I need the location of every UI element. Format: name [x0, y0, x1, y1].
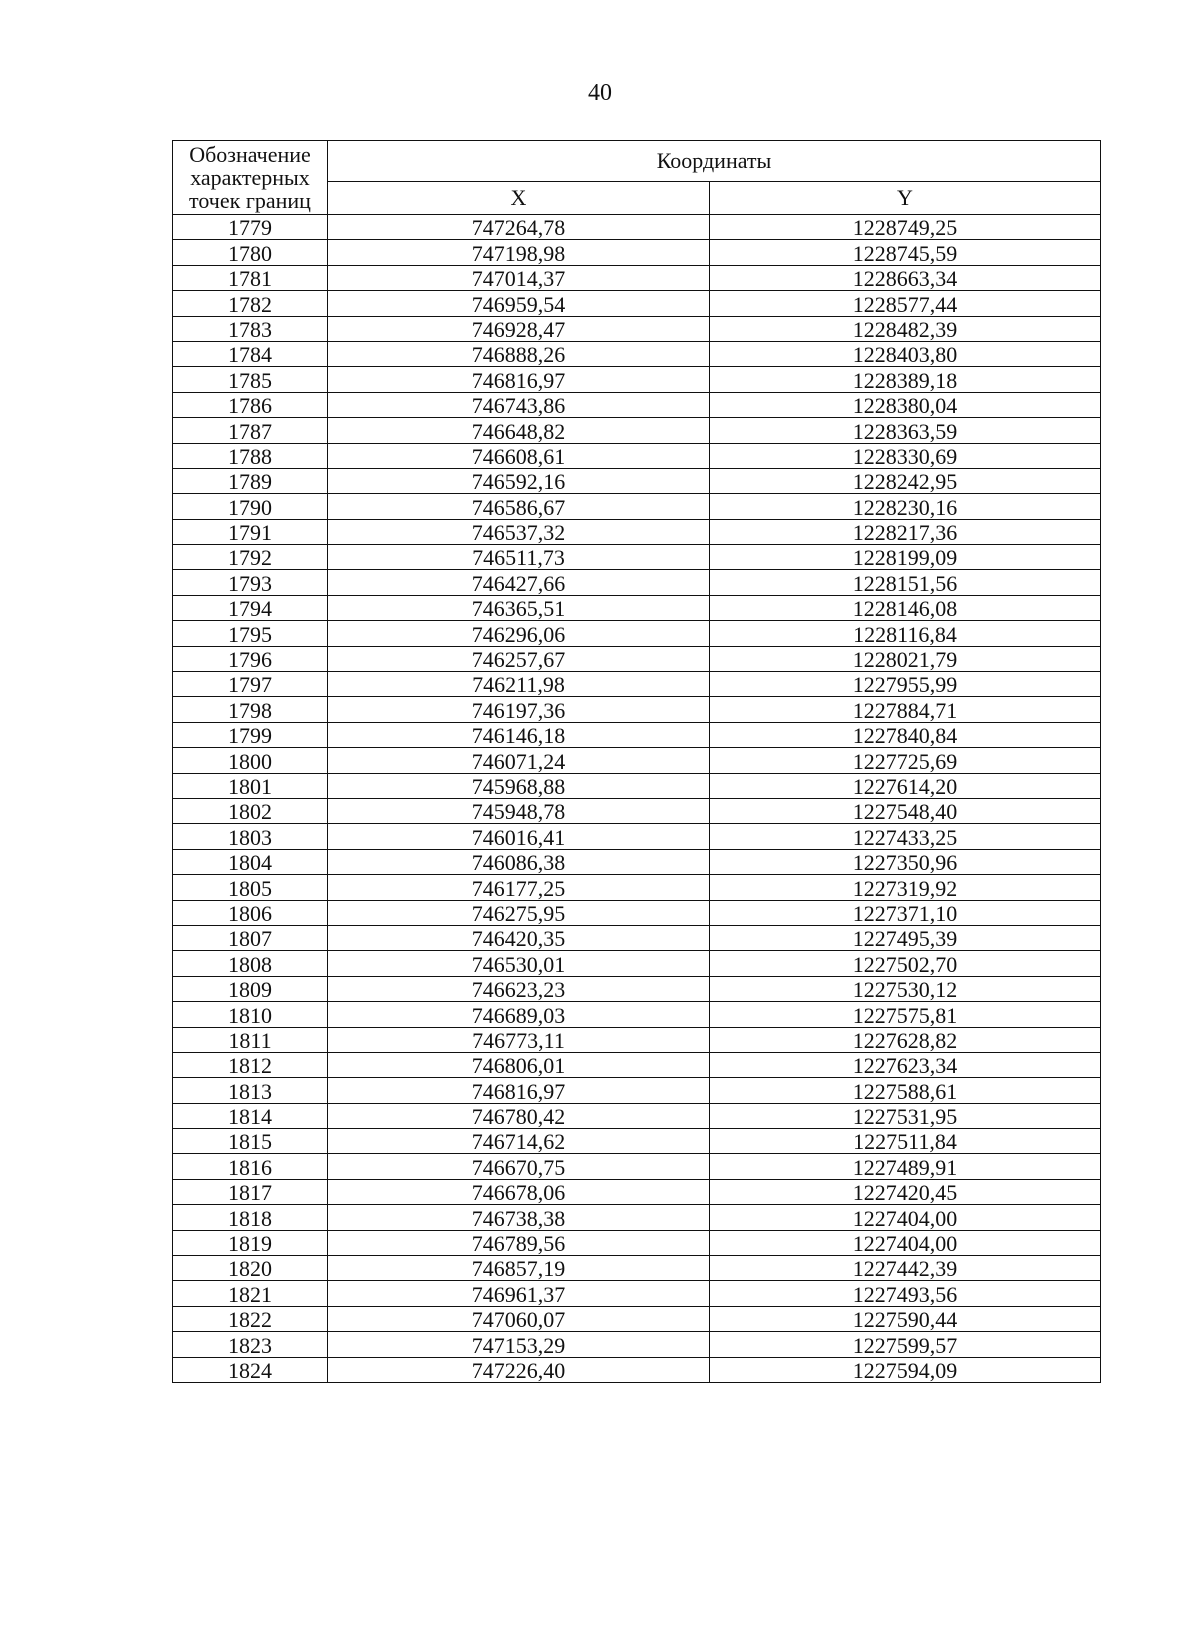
x-coordinate-cell: 747198,98: [328, 240, 710, 265]
x-coordinate-cell: 746816,97: [328, 367, 710, 392]
point-id-cell: 1795: [173, 621, 328, 646]
table-row: [173, 1306, 1101, 1331]
point-id-cell: 1779: [173, 215, 328, 240]
y-coordinate-cell: 1227531,95: [710, 1103, 1101, 1128]
coordinates-table: [172, 140, 1101, 1383]
x-coordinate-cell: 746780,42: [328, 1103, 710, 1128]
y-coordinate-cell: 1228482,39: [710, 316, 1101, 341]
x-coordinate-cell: 746511,73: [328, 545, 710, 570]
x-coordinate-cell: 745948,78: [328, 798, 710, 823]
y-coordinate-cell: 1227614,20: [710, 773, 1101, 798]
x-coordinate-cell: 746623,23: [328, 976, 710, 1001]
table-row: [173, 849, 1101, 874]
y-coordinate-cell: 1227725,69: [710, 748, 1101, 773]
table-row: [173, 1230, 1101, 1255]
table-header: [173, 141, 1101, 215]
table-row: [173, 672, 1101, 697]
y-coordinate-cell: 1227442,39: [710, 1256, 1101, 1281]
y-coordinate-cell: 1227493,56: [710, 1281, 1101, 1306]
table-row: [173, 468, 1101, 493]
y-coordinate-cell: 1227594,09: [710, 1357, 1101, 1382]
x-coordinate-cell: 746743,86: [328, 392, 710, 417]
point-id-cell: 1796: [173, 646, 328, 671]
point-id-cell: 1815: [173, 1129, 328, 1154]
x-coordinate-cell: 747264,78: [328, 215, 710, 240]
table-row: [173, 621, 1101, 646]
point-id-cell: 1794: [173, 595, 328, 620]
y-coordinate-cell: 1227433,25: [710, 824, 1101, 849]
point-id-cell: 1810: [173, 1002, 328, 1027]
x-coordinate-cell: 746592,16: [328, 468, 710, 493]
y-coordinate-cell: 1227628,82: [710, 1027, 1101, 1052]
y-coordinate-cell: 1227319,92: [710, 875, 1101, 900]
point-id-cell: 1791: [173, 519, 328, 544]
x-coordinate-cell: 746530,01: [328, 951, 710, 976]
point-id-cell: 1824: [173, 1357, 328, 1382]
point-id-cell: 1806: [173, 900, 328, 925]
point-id-cell: 1786: [173, 392, 328, 417]
page-number: 40: [588, 80, 612, 106]
point-id-cell: 1804: [173, 849, 328, 874]
x-coordinate-cell: 746678,06: [328, 1179, 710, 1204]
y-coordinate-cell: 1227548,40: [710, 798, 1101, 823]
table-row: [173, 773, 1101, 798]
y-coordinate-cell: 1228380,04: [710, 392, 1101, 417]
x-coordinate-cell: 746275,95: [328, 900, 710, 925]
y-coordinate-cell: 1228749,25: [710, 215, 1101, 240]
x-coordinate-cell: 746586,67: [328, 494, 710, 519]
x-coordinate-cell: 747060,07: [328, 1306, 710, 1331]
y-coordinate-cell: 1227495,39: [710, 925, 1101, 950]
y-coordinate-cell: 1228389,18: [710, 367, 1101, 392]
point-id-cell: 1813: [173, 1078, 328, 1103]
point-id-cell: 1802: [173, 798, 328, 823]
y-coordinate-cell: 1227511,84: [710, 1129, 1101, 1154]
y-coordinate-cell: 1228242,95: [710, 468, 1101, 493]
x-coordinate-cell: 746959,54: [328, 291, 710, 316]
x-coordinate-cell: 747226,40: [328, 1357, 710, 1382]
point-id-cell: 1805: [173, 875, 328, 900]
y-coordinate-cell: 1227575,81: [710, 1002, 1101, 1027]
table-row: [173, 1103, 1101, 1128]
table-row: [173, 925, 1101, 950]
header-x: X: [328, 182, 710, 215]
table-row: [173, 494, 1101, 519]
table-row: [173, 240, 1101, 265]
point-id-cell: 1780: [173, 240, 328, 265]
point-id-cell: 1782: [173, 291, 328, 316]
point-id-cell: 1800: [173, 748, 328, 773]
x-coordinate-cell: 746670,75: [328, 1154, 710, 1179]
point-id-cell: 1798: [173, 697, 328, 722]
point-id-cell: 1801: [173, 773, 328, 798]
x-coordinate-cell: 745968,88: [328, 773, 710, 798]
point-id-cell: 1809: [173, 976, 328, 1001]
y-coordinate-cell: 1228663,34: [710, 265, 1101, 290]
x-coordinate-cell: 746211,98: [328, 672, 710, 697]
point-id-cell: 1808: [173, 951, 328, 976]
point-id-cell: 1821: [173, 1281, 328, 1306]
y-coordinate-cell: 1227530,12: [710, 976, 1101, 1001]
x-coordinate-cell: 746928,47: [328, 316, 710, 341]
y-coordinate-cell: 1228363,59: [710, 418, 1101, 443]
y-coordinate-cell: 1228745,59: [710, 240, 1101, 265]
x-coordinate-cell: 746773,11: [328, 1027, 710, 1052]
point-id-cell: 1803: [173, 824, 328, 849]
point-id-cell: 1817: [173, 1179, 328, 1204]
table-row: [173, 1154, 1101, 1179]
table-row: [173, 367, 1101, 392]
point-id-cell: 1807: [173, 925, 328, 950]
table-row: [173, 392, 1101, 417]
header-y: Y: [710, 182, 1101, 215]
y-coordinate-cell: 1228021,79: [710, 646, 1101, 671]
x-coordinate-cell: 746888,26: [328, 341, 710, 366]
x-coordinate-cell: 746296,06: [328, 621, 710, 646]
table-row: [173, 748, 1101, 773]
table-row: [173, 824, 1101, 849]
table-row: [173, 595, 1101, 620]
y-coordinate-cell: 1228151,56: [710, 570, 1101, 595]
table-row: [173, 1357, 1101, 1382]
y-coordinate-cell: 1227840,84: [710, 722, 1101, 747]
x-coordinate-cell: 746816,97: [328, 1078, 710, 1103]
point-id-cell: 1783: [173, 316, 328, 341]
table-row: [173, 215, 1101, 240]
table-row: [173, 418, 1101, 443]
point-id-cell: 1784: [173, 341, 328, 366]
table-row: [173, 341, 1101, 366]
y-coordinate-cell: 1228577,44: [710, 291, 1101, 316]
table-row: [173, 570, 1101, 595]
table-row: [173, 697, 1101, 722]
table-row: [173, 1027, 1101, 1052]
table-row: [173, 1052, 1101, 1077]
x-coordinate-cell: 747153,29: [328, 1332, 710, 1357]
y-coordinate-cell: 1227502,70: [710, 951, 1101, 976]
point-id-cell: 1788: [173, 443, 328, 468]
point-id-cell: 1799: [173, 722, 328, 747]
y-coordinate-cell: 1227588,61: [710, 1078, 1101, 1103]
point-id-cell: 1812: [173, 1052, 328, 1077]
table-row: [173, 951, 1101, 976]
y-coordinate-cell: 1227955,99: [710, 672, 1101, 697]
x-coordinate-cell: 746961,37: [328, 1281, 710, 1306]
point-id-cell: 1797: [173, 672, 328, 697]
y-coordinate-cell: 1228217,36: [710, 519, 1101, 544]
x-coordinate-cell: 746365,51: [328, 595, 710, 620]
x-coordinate-cell: 746608,61: [328, 443, 710, 468]
x-coordinate-cell: 746257,67: [328, 646, 710, 671]
x-coordinate-cell: 746789,56: [328, 1230, 710, 1255]
x-coordinate-cell: 746689,03: [328, 1002, 710, 1027]
table-row: [173, 1332, 1101, 1357]
y-coordinate-cell: 1227623,34: [710, 1052, 1101, 1077]
table-body: [173, 215, 1101, 1383]
y-coordinate-cell: 1227489,91: [710, 1154, 1101, 1179]
point-id-cell: 1822: [173, 1306, 328, 1331]
y-coordinate-cell: 1227350,96: [710, 849, 1101, 874]
table-row: [173, 646, 1101, 671]
y-coordinate-cell: 1228199,09: [710, 545, 1101, 570]
y-coordinate-cell: 1228230,16: [710, 494, 1101, 519]
header-point-label: Обозначение характерных точек границ: [173, 141, 328, 215]
table-row: [173, 316, 1101, 341]
x-coordinate-cell: 746071,24: [328, 748, 710, 773]
table-row: [173, 265, 1101, 290]
point-id-cell: 1789: [173, 468, 328, 493]
table-row: [173, 798, 1101, 823]
point-id-cell: 1816: [173, 1154, 328, 1179]
table-row: [173, 875, 1101, 900]
point-id-cell: 1818: [173, 1205, 328, 1230]
table-row: [173, 1281, 1101, 1306]
header-coordinates: Координаты: [328, 141, 1101, 182]
x-coordinate-cell: 746427,66: [328, 570, 710, 595]
table-row: [173, 443, 1101, 468]
x-coordinate-cell: 746197,36: [328, 697, 710, 722]
y-coordinate-cell: 1227590,44: [710, 1306, 1101, 1331]
x-coordinate-cell: 746738,38: [328, 1205, 710, 1230]
x-coordinate-cell: 746648,82: [328, 418, 710, 443]
y-coordinate-cell: 1227404,00: [710, 1205, 1101, 1230]
y-coordinate-cell: 1228403,80: [710, 341, 1101, 366]
table-row: [173, 519, 1101, 544]
y-coordinate-cell: 1228116,84: [710, 621, 1101, 646]
point-id-cell: 1793: [173, 570, 328, 595]
x-coordinate-cell: 746177,25: [328, 875, 710, 900]
point-id-cell: 1781: [173, 265, 328, 290]
y-coordinate-cell: 1227404,00: [710, 1230, 1101, 1255]
x-coordinate-cell: 746537,32: [328, 519, 710, 544]
point-id-cell: 1787: [173, 418, 328, 443]
table-row: [173, 976, 1101, 1001]
point-id-cell: 1792: [173, 545, 328, 570]
point-id-cell: 1811: [173, 1027, 328, 1052]
y-coordinate-cell: 1227599,57: [710, 1332, 1101, 1357]
x-coordinate-cell: 746016,41: [328, 824, 710, 849]
table-row: [173, 1179, 1101, 1204]
point-id-cell: 1819: [173, 1230, 328, 1255]
y-coordinate-cell: 1227371,10: [710, 900, 1101, 925]
point-id-cell: 1823: [173, 1332, 328, 1357]
x-coordinate-cell: 746086,38: [328, 849, 710, 874]
point-id-cell: 1814: [173, 1103, 328, 1128]
table-row: [173, 1078, 1101, 1103]
x-coordinate-cell: 746806,01: [328, 1052, 710, 1077]
y-coordinate-cell: 1227884,71: [710, 697, 1101, 722]
point-id-cell: 1785: [173, 367, 328, 392]
table-row: [173, 1129, 1101, 1154]
table-row: [173, 291, 1101, 316]
x-coordinate-cell: 747014,37: [328, 265, 710, 290]
point-id-cell: 1820: [173, 1256, 328, 1281]
table-row: [173, 1256, 1101, 1281]
x-coordinate-cell: 746857,19: [328, 1256, 710, 1281]
table-row: [173, 1002, 1101, 1027]
y-coordinate-cell: 1228146,08: [710, 595, 1101, 620]
table-row: [173, 900, 1101, 925]
table-row: [173, 722, 1101, 747]
table-row: [173, 1205, 1101, 1230]
point-id-cell: 1790: [173, 494, 328, 519]
y-coordinate-cell: 1228330,69: [710, 443, 1101, 468]
y-coordinate-cell: 1227420,45: [710, 1179, 1101, 1204]
x-coordinate-cell: 746146,18: [328, 722, 710, 747]
table-row: [173, 545, 1101, 570]
x-coordinate-cell: 746420,35: [328, 925, 710, 950]
x-coordinate-cell: 746714,62: [328, 1129, 710, 1154]
